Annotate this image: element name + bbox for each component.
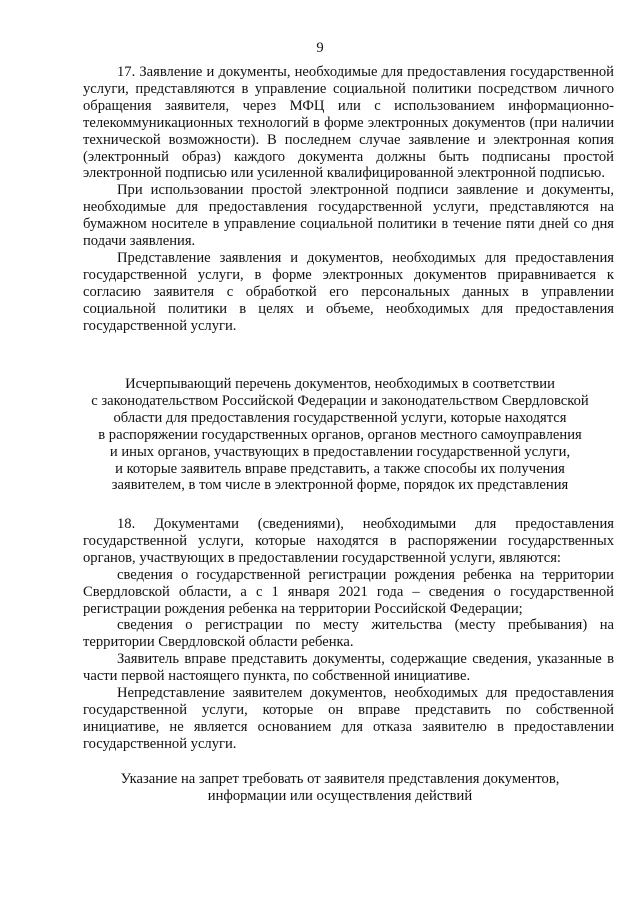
section-18 (83, 516, 614, 753)
paragraph-simple-signature: При использовании простой электронной подписи заявление и документы, необходимые для предоставления государственной услуги, представляются на бумажном носителе в управление социальной политики в течение пяти дней со дня подачи заявления. (83, 182, 614, 250)
heading-line: в распоряжении государственных органов, органов местного самоуправления (98, 426, 582, 443)
paragraph-own-initiative: Заявитель вправе представить документы, содержащие сведения, указанные в части первой настоящего пункта, по собственной инициативе. (83, 651, 614, 685)
heading-line: и иных органов, участвующих в предоставлении государственной услуги, (109, 443, 571, 460)
heading-line: области для предоставления государственной услуги, которые находятся (113, 409, 567, 426)
paragraph-birth-registration: сведения о государственной регистрации рождения ребенка на территории Свердловской области, а с 1 января 2021 года – сведения о государственной регистрации рождения ребенка на территории Российской Федерации; (83, 566, 614, 617)
heading-line: с законодательством Российской Федерации и законодательством Свердловской (91, 392, 589, 409)
paragraph-18-documents: 18. Документами (сведениями), необходимыми для предоставления государственной услуги, которые находятся в распоряжении государственных органов, участвующих в предоставлении государственной услуги, являются: (83, 516, 614, 566)
heading-line: информации или осуществления действий (207, 787, 473, 804)
paragraph-non-submission: Непредставление заявителем документов, необходимых для предоставления государственной услуги, которые он вправе представить по собственной инициативе, не является основанием для отказа заявителю в предоставлении государственной услуги. (83, 685, 614, 752)
heading-line: и которые заявитель вправе представить, а также способы их получения (115, 460, 565, 477)
heading-line: Указание на запрет требовать от заявителя представления документов, (120, 771, 560, 787)
heading-prohibition (60, 771, 620, 805)
page-number: 9 (316, 40, 324, 56)
paragraph-residence-registration: сведения о регистрации по месту жительства (месту пребывания) на территории Свердловской области ребенка. (83, 617, 614, 651)
heading-line: Исчерпывающий перечень документов, необходимых в соответствии (125, 376, 555, 392)
heading-document-list (60, 376, 620, 494)
paragraph-17-submission: 17. Заявление и документы, необходимые для предоставления государственной услуги, представляются в управление социальной политики посредством личного обращения заявителя, через МФЦ или с использованием информационно-телекоммуникационных технологий в форме электронных документов (при наличии технической возможности). В последнем случае заявление и электронная копия (электронный образ) каждого документа должны быть подписаны простой электронной подписью или усиленной квалифицированной электронной подписью. (83, 64, 614, 182)
paragraph-electronic-consent: Представление заявления и документов, необходимых для предоставления государственной услуги, в форме электронных документов приравнивается к согласию заявителя с обработкой его персональных данных в управлении социальной политики в целях и объеме, необходимых для предоставления государственной услуги. (83, 249, 614, 334)
heading-line: заявителем, в том числе в электронной форме, порядок их представления (111, 477, 569, 494)
section-17 (83, 64, 614, 335)
